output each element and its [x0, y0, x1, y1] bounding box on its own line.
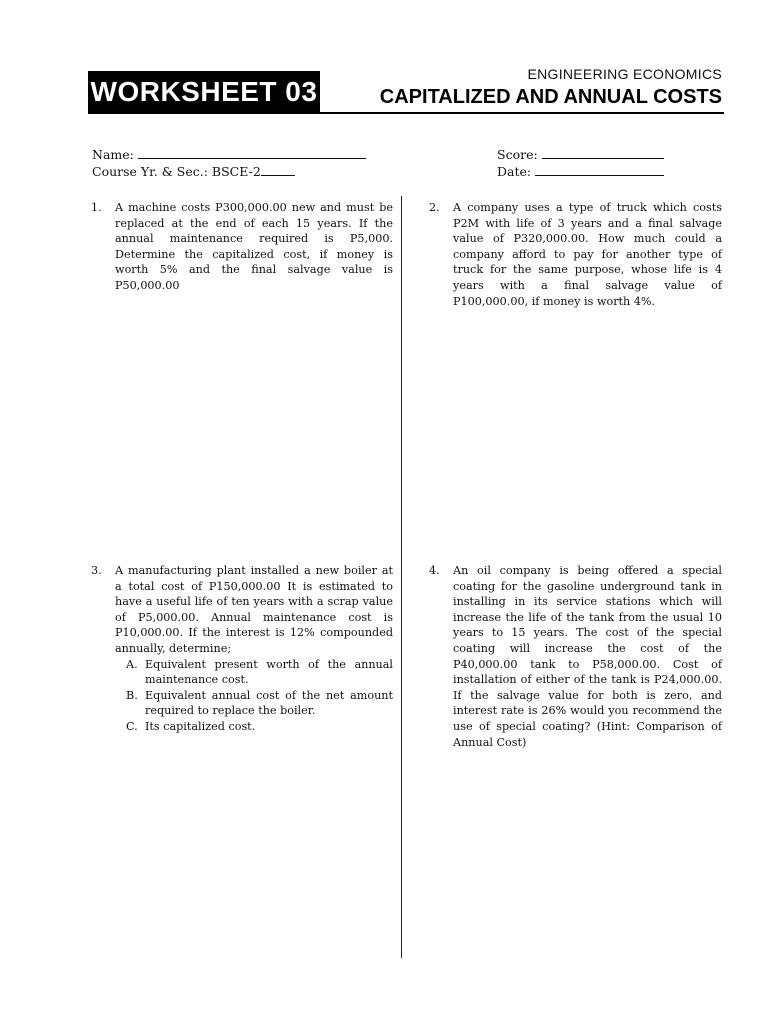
header-rule: [88, 112, 724, 114]
problem-2: [429, 200, 722, 309]
name-field[interactable]: [92, 146, 366, 163]
problem-text: A company uses a type of truck which costs P2M with life of 3 years and a final salvage value of P320,000.00. How much could a company afford to pay for another type of truck for the same purpose, whose life is 4 years with a final salvage value of P100,000.00, if money is worth 4%.: [453, 201, 722, 308]
document-title: CAPITALIZED AND ANNUAL COSTS: [379, 86, 722, 108]
problem-4: [429, 563, 722, 750]
worksheet-badge: WORKSHEET 03: [88, 71, 320, 112]
name-label: Name:: [92, 147, 134, 162]
subitem-text: Equivalent annual cost of the net amount required to replace the boiler.: [145, 688, 393, 718]
subitem-letter: B.: [126, 688, 138, 702]
problem-3: [91, 563, 393, 735]
problem-1: [91, 200, 393, 294]
column-divider: [401, 196, 402, 958]
date-label: Date:: [497, 164, 532, 179]
subitem-c: [115, 719, 393, 735]
subitem-b: [115, 688, 393, 719]
problem-subitems: [115, 657, 393, 735]
name-blank[interactable]: [138, 147, 366, 159]
score-blank[interactable]: [542, 147, 664, 159]
subitem-a: [115, 657, 393, 688]
problem-number: 2.: [429, 201, 440, 214]
problem-number: 4.: [429, 564, 440, 577]
problem-text: A machine costs P300,000.00 new and must be replaced at the end of each 15 years. If the annual maintenance required is P5,000. Determine the capitalized cost, if money is worth 5% and the final salvage value is P50,000.00: [115, 201, 393, 292]
problem-text: An oil company is being offered a special coating for the gasoline underground tank in installing in its service stations which will increase the life of the tank from the usual 10 years to 15 years. The cost of the special coating will increase the cost of the P40,000.00 tank to P58,000.00. Cost of installation of either of the tank is P24,000.00. If the salvage value for both is zero, and interest rate is 26% would you recommend the use of special coating? (Hint: Comparison of Annual Cost): [453, 564, 722, 749]
subitem-letter: C.: [126, 719, 138, 733]
problem-text: A manufacturing plant installed a new boiler at a total cost of P150,000.00 It is estimated to have a useful life of ten years with a scrap value of P5,000.00. Annual maintenance cost is P10,000.00. If the interest is 12% compounded annually, determine;: [115, 564, 393, 655]
score-label: Score:: [497, 147, 538, 162]
subitem-text: Equivalent present worth of the annual maintenance cost.: [145, 657, 393, 687]
course-label: Course Yr. & Sec.: BSCE-2: [92, 164, 261, 179]
subitem-letter: A.: [126, 657, 138, 671]
problem-number: 3.: [91, 564, 102, 577]
date-field[interactable]: [497, 163, 664, 180]
subject-label: ENGINEERING ECONOMICS: [527, 66, 722, 82]
score-field[interactable]: [497, 146, 664, 163]
course-field[interactable]: [92, 163, 295, 180]
subitem-text: Its capitalized cost.: [145, 719, 256, 733]
course-blank[interactable]: [261, 164, 295, 176]
date-blank[interactable]: [535, 164, 664, 176]
problem-number: 1.: [91, 201, 102, 214]
